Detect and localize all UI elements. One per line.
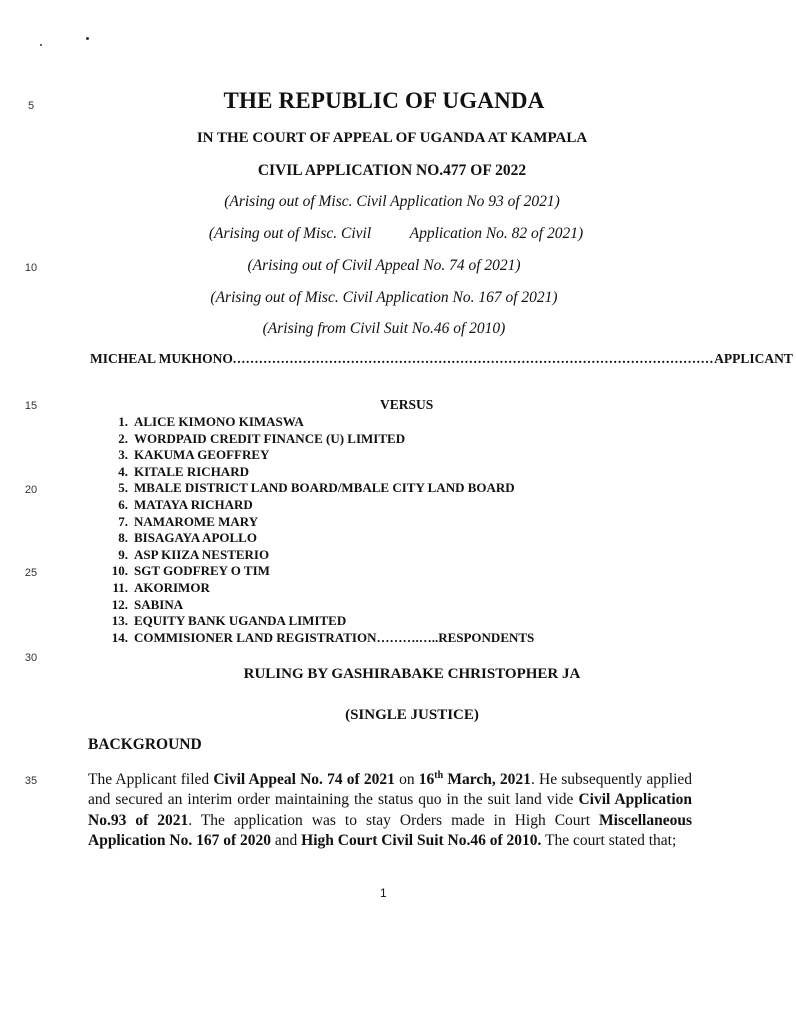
respondent-name: KAKUMA GEOFFREY [134, 447, 270, 463]
line-number: 25 [24, 567, 38, 579]
line-number: 35 [24, 775, 38, 787]
list-item: 4. KITALE RICHARD [118, 463, 249, 479]
respondent-name: WORDPAID CREDIT FINANCE (U) LIMITED [134, 430, 406, 446]
scan-speck [40, 44, 42, 46]
list-item: 5. MBALE DISTRICT LAND BOARD/MBALE CITY LAND BOARD [118, 480, 515, 496]
line-number: 20 [24, 484, 38, 496]
respondent-name: SGT GODFREY O TIM [134, 563, 270, 579]
scan-speck [86, 37, 89, 40]
list-item: 14. COMMISIONER LAND REGISTRATION……….…..RESPONDENTS [111, 629, 535, 645]
respondent-name: EQUITY BANK UGANDA LIMITED [134, 613, 347, 629]
applicant-role: APPLICANT [714, 351, 793, 366]
applicant-dots: .............................................................................................................. [232, 351, 715, 366]
applicant-line [90, 351, 793, 367]
arising-line: (Arising out of Misc. Civil Application No. 82 of 2021) [208, 225, 584, 242]
ruling-title: RULING BY GASHIRABAKE CHRISTOPHER JA [243, 666, 581, 682]
line-number: 10 [24, 262, 38, 274]
page-number: 1 [380, 886, 387, 900]
respondent-name: NAMAROME MARY [134, 513, 259, 529]
respondent-name: MATAYA RICHARD [134, 496, 253, 512]
respondent-name: AKORIMOR [134, 579, 210, 595]
respondent-name: SABINA [134, 596, 184, 612]
respondent-list [106, 414, 534, 646]
single-justice-label: (SINGLE JUSTICE) [345, 707, 479, 723]
list-item: 8. BISAGAYA APOLLO [118, 530, 257, 546]
background-paragraph: The Applicant filed Civil Appeal No. 74 of 2021 on 16th March, 2021. He subsequently applied and secured an interim order maintaining the status quo in the suit land vide Civil Application No.93 of 2021. The application was to stay Orders made in High Court Miscellaneous Application No. 167 of 2020 and High Court Civil Suit No.46 of 2010. The court stated that; [88, 770, 693, 849]
arising-line: (Arising out of Misc. Civil Application No 93 of 2021) [224, 193, 560, 210]
versus-label: VERSUS [380, 397, 434, 412]
respondent-name: ASP KIIZA NESTERIO [134, 546, 270, 562]
list-item: 2. WORDPAID CREDIT FINANCE (U) LIMITED [118, 430, 406, 446]
list-item: 10. SGT GODFREY O TIM [111, 563, 270, 579]
list-item: 13. EQUITY BANK UGANDA LIMITED [111, 613, 347, 629]
document-title: THE REPUBLIC OF UGANDA [223, 88, 545, 113]
list-item: 11. AKORIMOR [112, 579, 210, 595]
respondent-name: KITALE RICHARD [134, 463, 249, 479]
arising-line: (Arising out of Civil Appeal No. 74 of 2021) [247, 257, 521, 274]
line-number: 30 [24, 652, 38, 664]
application-number: CIVIL APPLICATION NO.477 OF 2022 [257, 162, 527, 179]
court-name: IN THE COURT OF APPEAL OF UGANDA AT KAMPALA [196, 130, 588, 146]
section-heading: BACKGROUND [88, 736, 202, 753]
respondent-name: BISAGAYA APOLLO [134, 530, 257, 546]
line-number: 5 [27, 100, 35, 112]
applicant-name: MICHEAL MUKHONO [90, 351, 233, 366]
line-number: 15 [24, 400, 38, 412]
list-item: 12. SABINA [111, 596, 184, 612]
respondent-name: ALICE KIMONO KIMASWA [134, 414, 304, 429]
list-item: 6. MATAYA RICHARD [118, 496, 253, 512]
arising-line: (Arising from Civil Suit No.46 of 2010) [262, 320, 506, 337]
list-item: 9. ASP KIIZA NESTERIO [118, 546, 270, 562]
respondent-name: MBALE DISTRICT LAND BOARD/MBALE CITY LAND BOARD [134, 480, 515, 496]
list-item: 3. KAKUMA GEOFFREY [118, 447, 270, 463]
respondent-name: COMMISIONER LAND REGISTRATION……….…..RESPONDENTS [134, 629, 535, 645]
arising-line: (Arising out of Misc. Civil Application No. 167 of 2021) [210, 289, 558, 306]
list-item: 1. ALICE KIMONO KIMASWA [118, 414, 304, 429]
list-item: 7. NAMAROME MARY [118, 513, 259, 529]
